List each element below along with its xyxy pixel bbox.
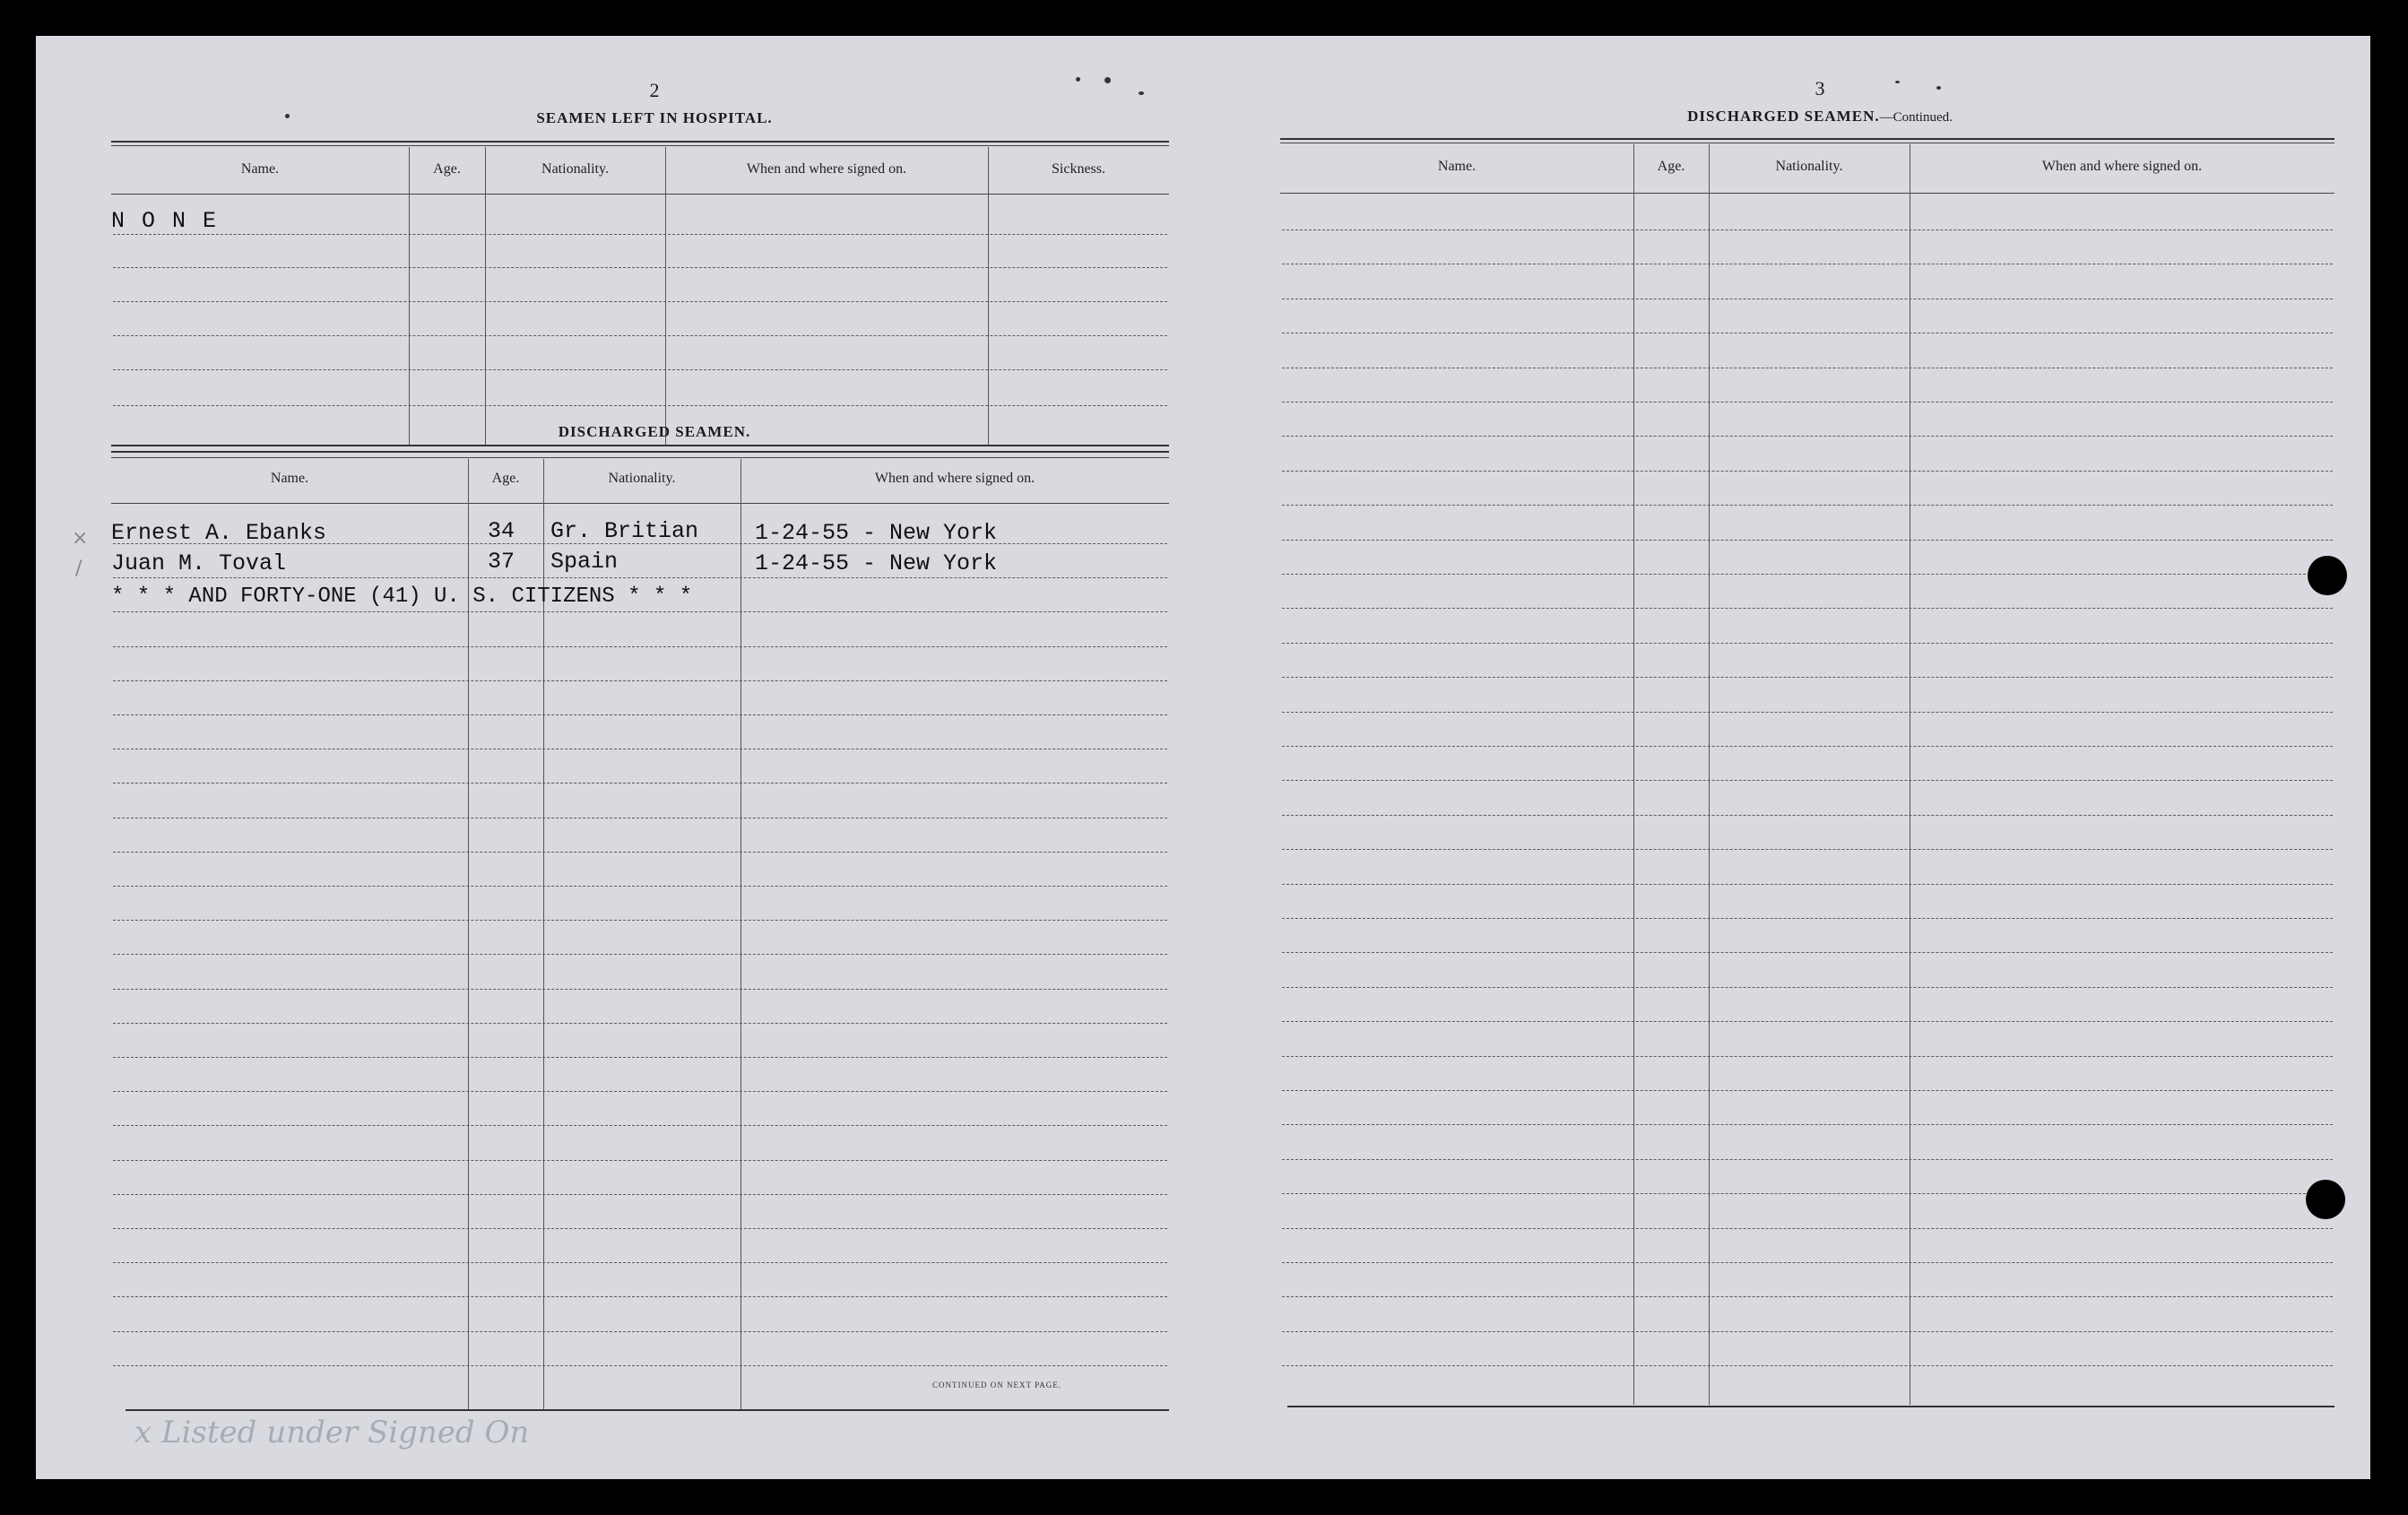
rule: [111, 141, 1169, 143]
ruled-line: [1282, 815, 2333, 816]
speck: [1076, 77, 1080, 82]
ruled-line: [1282, 1090, 2333, 1091]
ruled-line: [1282, 574, 2333, 575]
ruled-line: [1282, 1124, 2333, 1125]
column-divider: [665, 147, 666, 445]
ruled-line: [113, 1365, 1167, 1366]
ruled-line: [1282, 608, 2333, 609]
ruled-line: [1282, 643, 2333, 644]
speck: [285, 114, 290, 118]
ruled-line: [113, 886, 1167, 887]
hospital-title: SEAMEN LEFT IN HOSPITAL.: [536, 109, 773, 126]
continued-footer: CONTINUED ON NEXT PAGE.: [932, 1381, 1061, 1389]
ruled-line: [113, 646, 1167, 647]
seaman-name: Ernest A. Ebanks: [111, 520, 327, 546]
ruled-line: [1282, 436, 2333, 437]
citizens-note: * * * AND FORTY-ONE (41) U. S. CITIZENS * * *: [111, 584, 693, 609]
ruled-line: [1282, 505, 2333, 506]
check-mark-icon: /: [75, 558, 82, 580]
header-name: Name.: [240, 161, 280, 177]
ruled-line: [113, 954, 1167, 955]
ruled-line: [1282, 849, 2333, 850]
ruled-line: [1282, 918, 2333, 919]
seaman-signed-on: 1-24-55 - New York: [755, 550, 998, 576]
ruled-line: [113, 989, 1167, 990]
seaman-age: 37: [488, 549, 515, 575]
ruled-line: [113, 1023, 1167, 1024]
ruled-line: [113, 405, 1167, 406]
ruled-line: [113, 1296, 1167, 1297]
ruled-line: [1282, 1193, 2333, 1194]
seaman-nationality: Spain: [550, 549, 619, 575]
ruled-line: [113, 267, 1167, 268]
punch-hole: [2308, 556, 2347, 595]
ruled-line: [1282, 884, 2333, 885]
ruled-line: [1282, 471, 2333, 472]
ruled-line: [113, 1091, 1167, 1092]
ruled-line: [113, 714, 1167, 715]
ruled-line: [1282, 712, 2333, 713]
ruled-line: [1282, 746, 2333, 747]
ruled-line: [113, 1228, 1167, 1229]
header-sickness: Sickness.: [1052, 161, 1105, 177]
rule: [1287, 1406, 2334, 1407]
rule: [126, 1409, 1169, 1411]
ruled-line: [1282, 987, 2333, 988]
header-name: Name.: [1437, 159, 1477, 174]
ruled-line: [113, 301, 1167, 302]
ruled-line: [1282, 1262, 2333, 1263]
ruled-line: [1282, 677, 2333, 678]
rule: [111, 451, 1169, 453]
document-sheet: [36, 36, 2370, 1479]
ruled-line: [113, 852, 1167, 853]
header-age: Age.: [433, 161, 461, 177]
speck: [1895, 81, 1900, 83]
header-signed-on: When and where signed on.: [874, 471, 1035, 486]
header-age: Age.: [491, 471, 520, 486]
rule: [111, 503, 1169, 504]
speck: [1139, 91, 1144, 95]
rule: [111, 445, 1169, 446]
ruled-line: [1282, 952, 2333, 953]
ruled-line: [113, 611, 1167, 612]
ruled-line: [113, 1125, 1167, 1126]
ruled-line: [1282, 780, 2333, 781]
ruled-line: [113, 1160, 1167, 1161]
ruled-line: [1282, 1056, 2333, 1057]
ruled-line: [1282, 1159, 2333, 1160]
page-number: 3: [1815, 77, 1825, 100]
title-text: DISCHARGED SEAMEN.: [1687, 108, 1880, 125]
speck: [1936, 86, 1941, 90]
ruled-line: [1282, 1365, 2333, 1366]
seaman-nationality: Gr. Britian: [550, 518, 699, 544]
rule: [111, 194, 1169, 195]
rule: [1280, 138, 2334, 140]
rule: [111, 457, 1169, 458]
column-divider: [988, 147, 989, 445]
header-nationality: Nationality.: [608, 471, 676, 486]
ruled-line: [1282, 1296, 2333, 1297]
ruled-line: [1282, 229, 2333, 230]
ruled-line: [113, 920, 1167, 921]
speck: [1104, 77, 1111, 83]
page-number: 2: [649, 79, 660, 101]
hospital-entry: N O N E: [111, 208, 219, 234]
ruled-line: [1282, 1228, 2333, 1229]
discharged-title: DISCHARGED SEAMEN.: [558, 423, 751, 440]
ruled-line: [113, 680, 1167, 681]
header-name: Name.: [270, 471, 309, 486]
ruled-line: [1282, 1331, 2333, 1332]
header-nationality: Nationality.: [1775, 159, 1843, 174]
ruled-line: [113, 335, 1167, 336]
seaman-name: Juan M. Toval: [111, 550, 287, 576]
ruled-line: [113, 1331, 1167, 1332]
header-signed-on: When and where signed on.: [746, 161, 907, 177]
ruled-line: [113, 1194, 1167, 1195]
ruled-line: [1282, 1021, 2333, 1022]
header-nationality: Nationality.: [541, 161, 609, 177]
ruled-line: [1282, 540, 2333, 541]
seaman-signed-on: 1-24-55 - New York: [755, 520, 998, 546]
discharged-continued-title: [1551, 108, 2089, 126]
header-signed-on: When and where signed on.: [2041, 159, 2203, 174]
title-suffix: —Continued.: [1879, 110, 1953, 125]
rule: [1280, 193, 2334, 194]
ruled-line: [1282, 402, 2333, 403]
ruled-line: [113, 234, 1167, 235]
ruled-line: [113, 1057, 1167, 1058]
ruled-line: [113, 577, 1167, 578]
check-mark-icon: ×: [72, 527, 89, 550]
rule: [111, 145, 1169, 146]
header-age: Age.: [1657, 159, 1685, 174]
column-divider: [485, 147, 486, 445]
column-divider: [409, 147, 410, 445]
ruled-line: [113, 369, 1167, 370]
handwritten-annotation: x Listed under Signed On: [134, 1415, 530, 1450]
seaman-age: 34: [488, 518, 515, 544]
punch-hole: [2306, 1180, 2345, 1219]
ruled-line: [113, 1262, 1167, 1263]
